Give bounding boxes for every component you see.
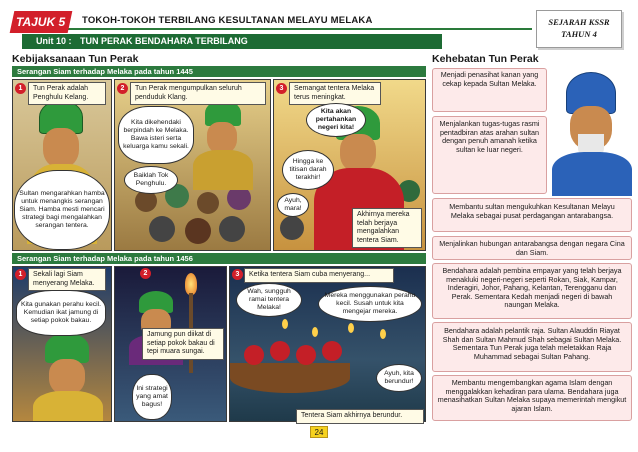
torch-icon (185, 273, 197, 295)
unit-bar (22, 34, 442, 49)
speech-bubble: Ayuh, mara! (277, 193, 309, 217)
torch-icon (380, 329, 386, 339)
section-title-right: Kehebatan Tun Perak (432, 53, 539, 65)
panel-caption: Tun Perak adalah Penghulu Kelang. (28, 82, 106, 105)
topic-title: TOKOH-TOKOH TERBILANG KESULTANAN MELAYU MELAKA (82, 15, 373, 26)
speech-bubble: Kita dikehendaki berpindah ke Melaka. Bawa isteri serta keluarga kamu sekali. (118, 106, 194, 164)
page-number: 24 (310, 426, 328, 438)
panel-caption: Semangat tentera Melaka terus meningkat. (289, 82, 381, 105)
fact-box: Menjalankan tugas-tugas rasmi pentadbiran atas arahan sultan dengan penuh amanah ketika sultan ke luar negeri. (432, 116, 547, 194)
speech-bubble: Baiklah Tok Penghulu. (124, 166, 178, 194)
panel-number: 3 (276, 83, 287, 94)
speech-bubble: Sultan mengarahkan hamba untuk menangkis serangan Siam. Hamba mesti mencari strategi bagi mengalahkan serangan tentera. (14, 170, 110, 250)
panel-caption: Sekali lagi Siam menyerang Melaka. (28, 268, 106, 291)
fact-box: Membantu mengembangkan agama Islam dengan menggalakkan kehadiran para ulama. Bendahara juga menasihatkan Sultan Melaka supaya memerintah mengikut ajaran Islam. (432, 375, 632, 421)
panel-number: 2 (140, 268, 151, 279)
panel-number: 2 (117, 83, 128, 94)
speech-bubble: Wah, sungguh ramai tentera Melaka! (236, 283, 302, 317)
speech-bubble: Ini strategi yang amat bagus! (132, 374, 172, 420)
strip-2-title: Serangan Siam terhadap Melaka pada tahun 1456 (12, 253, 426, 264)
panel-caption: Akhirnya mereka telah berjaya mengalahkan tentera Siam. (352, 208, 422, 248)
tun-perak-figure (193, 100, 253, 180)
speech-bubble: Ayuh, kita berundur! (376, 364, 422, 392)
panel-caption: Ketika tentera Siam cuba menyerang... (244, 268, 394, 283)
tun-perak-portrait (552, 66, 632, 196)
fact-box: Membantu sultan mengukuhkan Kesultanan Melayu Melaka sebagai pusat perdagangan antarabangsa. (432, 198, 632, 232)
speech-bubble: Mereka menggunakan perahu kecil. Susah untuk kita mengejar mereka. (318, 286, 422, 322)
torch-icon (282, 319, 288, 329)
badge-line-2: TAHUN 4 (561, 29, 597, 39)
badge-line-1: SEJARAH KSSR (548, 17, 610, 27)
unit-title: TUN PERAK BENDAHARA TERBILANG (80, 36, 248, 46)
subject-badge (536, 10, 622, 48)
speech-bubble: Hingga ke titisan darah terakhir! (282, 150, 334, 190)
topic-tag: TAJUK 5 (10, 11, 73, 33)
panel-number: 1 (15, 83, 26, 94)
panel-number: 3 (232, 269, 243, 280)
fact-box: Menjalinkan hubungan antarabangsa dengan negara Cina dan Siam. (432, 236, 632, 260)
panel-caption: Tentera Siam akhirnya berundur. (296, 409, 424, 424)
torch-icon (348, 323, 354, 333)
speech-bubble: Kita gunakan perahu kecil. Kemudian ikat jamung di setiap pokok bakau. (16, 290, 106, 336)
section-title-left: Kebijaksanaan Tun Perak (12, 53, 139, 65)
fact-box: Bendahara adalah pelantik raja. Sultan Alauddin Riayat Shah dan Sultan Mahmud Shah sebagai Sultan Melaka. Sementara Tun Perak juga telah meletakkan Raja Muhammad sebagai Sultan Pahang. (432, 322, 632, 372)
boat-icon (230, 363, 350, 393)
fact-box: Bendahara adalah pembina empayar yang telah berjaya menakluki negeri-negeri seperti Rokan, Siak, Kampar, Inderagiri, Johor, Pahang, Kelantan, Terengganu dan Perak. Sementara Kedah menjadi negeri di bawah naungan Melaka. (432, 263, 632, 319)
tun-perak-figure (33, 333, 103, 422)
panel-caption: Tun Perak mengumpulkan seluruh penduduk Klang. (130, 82, 266, 105)
strip-1-title: Serangan Siam terhadap Melaka pada tahun 1445 (12, 66, 426, 77)
fact-box: Menjadi penasihat kanan yang cekap kepada Sultan Melaka. (432, 68, 547, 112)
panel-caption: Jamung pun diikat di setiap pokok bakau di tepi muara sungai. (142, 328, 224, 360)
speech-bubble: Kita akan pertahankan negeri kita! (306, 103, 366, 137)
panel-number: 1 (15, 269, 26, 280)
torch-icon (312, 327, 318, 337)
unit-label: Unit 10 : (36, 36, 72, 46)
